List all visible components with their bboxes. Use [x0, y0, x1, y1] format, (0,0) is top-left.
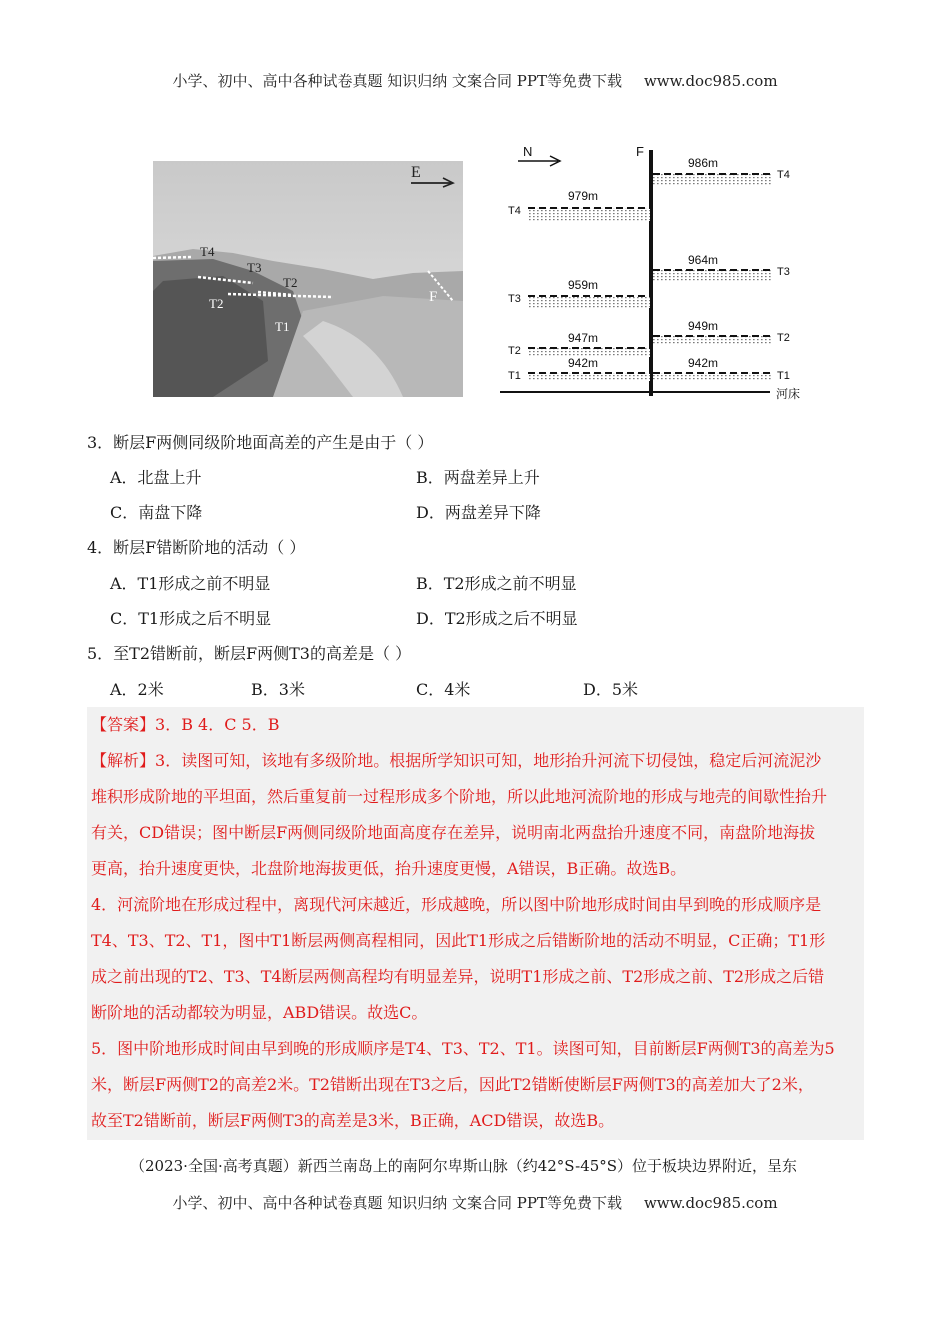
- analysis-line-11: 故至T2错断前，断层F两侧T3的高差是3米，B正确，ACD错误，故选B。: [91, 1111, 615, 1130]
- question-3-option-a: A．北盘上升: [110, 468, 202, 487]
- left-terrace-t3: [528, 296, 650, 308]
- photo-direction: E: [411, 164, 421, 181]
- analysis-line-1: [91, 748, 821, 771]
- right-label-t3: T3: [777, 266, 790, 278]
- photo-label-t2a: T2: [283, 275, 298, 290]
- left-terrace-t1: [528, 373, 650, 381]
- right-terrace-t4: [653, 174, 771, 186]
- question-4-option-b: B．T2形成之前不明显: [416, 574, 577, 593]
- analysis-line-2: 堆积形成阶地的平坦面，然后重复前一过程形成多个阶地，所以此地河流阶地的形成与地壳的间歇性抬升: [91, 787, 828, 806]
- question-3-option-d: D．两盘差异下降: [416, 503, 541, 522]
- photo-label-t2b: T2: [209, 296, 224, 311]
- analysis-line-3: 有关，CD错误；图中断层F两侧同级阶地面高度存在差异，说明南北两盘抬升速度不同，南盘阶地海拔: [91, 823, 816, 842]
- question-4-option-a: A．T1形成之前不明显: [110, 574, 271, 593]
- question-5-option-a: A．2米: [110, 680, 164, 699]
- analysis-line-10: 米，断层F两侧T2的高差2米。T2错断出现在T3之后，因此T2错断使断层F两侧T3的高差加大了2米，: [91, 1075, 814, 1094]
- question-5-option-b: B．3米: [251, 680, 305, 699]
- question-4-option-d: D．T2形成之后不明显: [416, 609, 578, 628]
- left-elev-t2: 947m: [568, 331, 599, 345]
- right-label-t2: T2: [777, 332, 790, 344]
- right-label-t4: T4: [777, 169, 790, 181]
- question-3-stem: 3．断层F两侧同级阶地面高差的产生是由于（ ）: [87, 433, 434, 452]
- left-label-t1: T1: [508, 370, 521, 382]
- right-terrace-t1: [653, 373, 771, 381]
- question-5-option-c: C．4米: [416, 680, 471, 699]
- riverbed-label: 河床: [776, 387, 801, 401]
- right-terrace-t3: [653, 270, 771, 282]
- photo-label-t4: T4: [200, 244, 215, 259]
- right-elev-t4: 986m: [688, 156, 719, 170]
- analysis-line-8: 断阶地的活动都较为明显，ABD错误。故选C。: [91, 1003, 428, 1022]
- question-3-option-c: C．南盘下降: [110, 503, 203, 522]
- question-3-option-b: B．两盘差异上升: [416, 468, 540, 487]
- header-url[interactable]: www.doc985.com: [643, 72, 778, 90]
- fault-label: F: [636, 144, 644, 159]
- right-terrace-t2: [653, 336, 771, 345]
- photo-label-t3: T3: [247, 260, 262, 275]
- answer-analysis-block: [87, 707, 864, 1140]
- footer-text: 小学、初中、高中各种试卷真题 知识归纳 文案合同 PPT等免费下载: [172, 1194, 622, 1212]
- answer-text: 3．B 4．C 5．B: [155, 715, 280, 734]
- left-elev-t3: 959m: [568, 278, 599, 292]
- photo-fault: F: [429, 289, 438, 305]
- terrace-photo: [153, 161, 463, 397]
- left-terrace-t4: [528, 208, 650, 221]
- analysis-tag: 【解析】: [91, 751, 156, 770]
- analysis-line-6: T4、T3、T2、T1，图中T1断层两侧高程相同，因此T1形成之后错断阶地的活动不明显，C正确；T1形: [91, 931, 826, 950]
- page-header: [0, 70, 950, 91]
- left-label-t3: T3: [508, 293, 521, 305]
- left-elev-t1: 942m: [568, 356, 599, 370]
- left-label-t4: T4: [508, 205, 521, 217]
- question-4-stem: 4．断层F错断阶地的活动（ ）: [87, 538, 306, 557]
- analysis-line-5: 4．河流阶地在形成过程中，离现代河床越近，形成越晚，所以图中阶地形成时间由早到晚的形成顺序是: [91, 895, 822, 914]
- north-label: N: [523, 144, 533, 159]
- left-label-t2: T2: [508, 345, 521, 357]
- right-label-t1: T1: [777, 370, 790, 382]
- question-5-stem: 5．至T2错断前，断层F两侧T3的高差是（ ）: [87, 644, 412, 663]
- right-elev-t1: 942m: [688, 356, 719, 370]
- analysis-text-1: 3．读图可知，该地有多级阶地。根据所学知识可知，地形抬升河流下切侵蚀，稳定后河流泥沙: [155, 751, 822, 770]
- question-4-option-c: C．T1形成之后不明显: [110, 609, 272, 628]
- header-text: 小学、初中、高中各种试卷真题 知识归纳 文案合同 PPT等免费下载: [172, 72, 622, 90]
- left-elev-t4: 979m: [568, 189, 599, 203]
- analysis-line-4: 更高，抬升速度更快，北盘阶地海拔更低，抬升速度更慢，A错误，B正确。故选B。: [91, 859, 687, 878]
- answer-line: [91, 712, 280, 735]
- photo-label-t1: T1: [275, 319, 290, 334]
- footer-url[interactable]: www.doc985.com: [643, 1194, 778, 1212]
- answer-tag: 【答案】: [91, 715, 156, 734]
- question-5-option-d: D．5米: [583, 680, 639, 699]
- next-question-intro: （2023·全国·高考真题）新西兰南岛上的南阿尔卑斯山脉（约42°S-45°S）位于板块边界附近，呈东: [130, 1157, 798, 1175]
- page-footer: [0, 1192, 950, 1213]
- right-elev-t3: 964m: [688, 253, 719, 267]
- analysis-line-7: 成之前出现的T2、T3、T4断层两侧高程均有明显差异，说明T1形成之前、T2形成之前、T2形成之后错: [91, 967, 825, 986]
- right-elev-t2: 949m: [688, 319, 719, 333]
- terrace-diagram: [500, 140, 820, 410]
- analysis-line-9: 5．图中阶地形成时间由早到晚的形成顺序是T4、T3、T2、T1。读图可知，目前断层F两侧T3的高差为5: [91, 1039, 835, 1058]
